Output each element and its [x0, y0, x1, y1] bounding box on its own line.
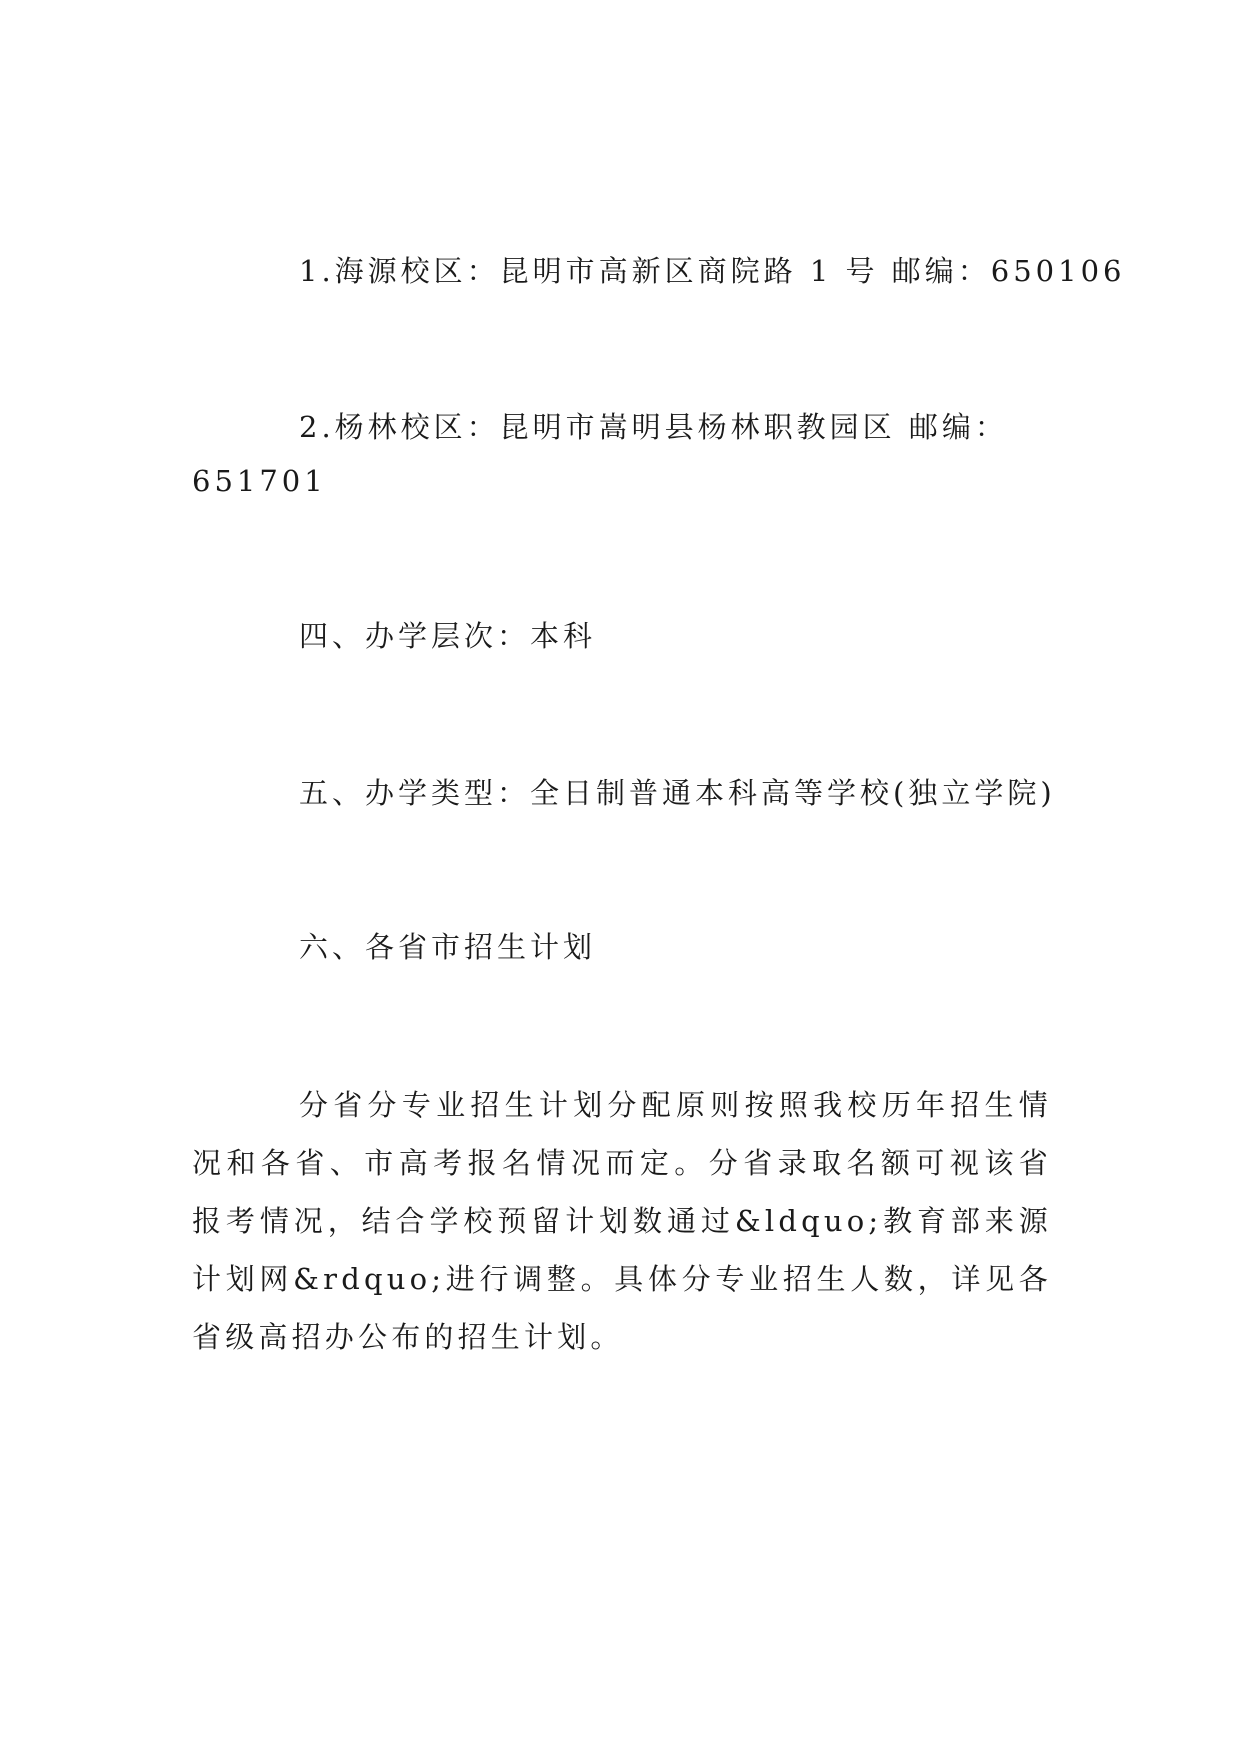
campus-haiyuan-address: 1.海源校区：昆明市高新区商院路 1 号 邮编：650106: [299, 254, 1126, 288]
education-level: 四、办学层次：本科: [299, 619, 597, 653]
enrollment-plan-paragraph: 分省分专业招生计划分配原则按照我校历年招生情况和各省、市高考报名情况而定。分省录取名额可视该省报考情况，结合学校预留计划数通过&ldquo;教育部来源计划网&rdquo;进行调整。具体分专业招生人数，详见各省级高招办公布的招生计划。: [192, 1088, 1052, 1354]
campus-yanglin-postcode: 651701: [192, 464, 327, 498]
enrollment-plan-heading: 六、各省市招生计划: [299, 930, 597, 964]
campus-yanglin-address: 2.杨林校区：昆明市嵩明县杨林职教园区 邮编：: [299, 410, 1008, 444]
school-type: 五、办学类型：全日制普通本科高等学校(独立学院): [299, 776, 1056, 810]
